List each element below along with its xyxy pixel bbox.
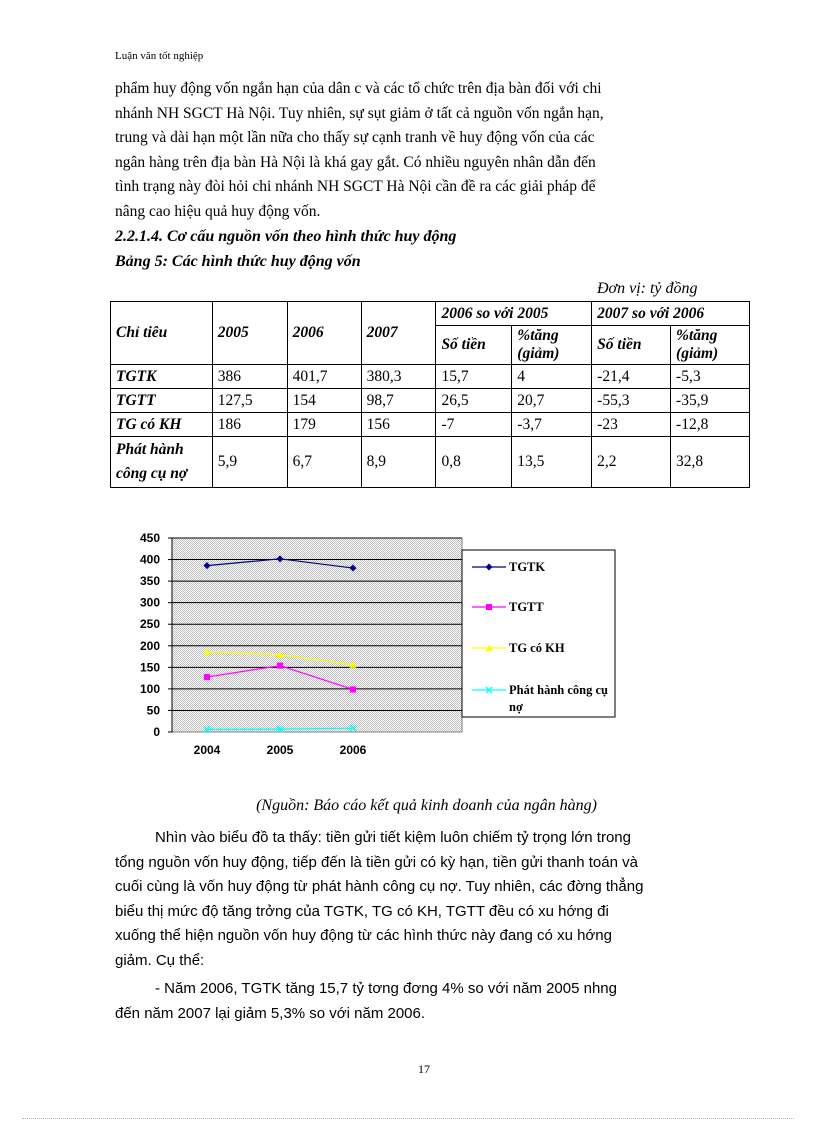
legend-label: TG có KH bbox=[509, 641, 565, 655]
table-cell: -55,3 bbox=[592, 389, 671, 413]
table-cell: 156 bbox=[361, 413, 436, 437]
table-cell: 6,7 bbox=[287, 437, 361, 488]
text-line: nâng cao hiệu quả huy động vốn. bbox=[115, 202, 321, 220]
running-header: Luận văn tốt nghiệp bbox=[115, 50, 204, 62]
y-tick-label: 200 bbox=[139, 638, 160, 653]
table-cell: -3,7 bbox=[512, 413, 592, 437]
text-line: tình trạng này đòi hỏi chi nhánh NH SGCT Hà Nội cần đề ra các giải pháp để bbox=[115, 178, 596, 195]
y-tick-label: 300 bbox=[139, 595, 160, 610]
page-border bbox=[22, 1118, 794, 1119]
data-point bbox=[486, 604, 492, 610]
x-tick-label: 2006 bbox=[339, 743, 367, 757]
legend-label: TGTK bbox=[509, 560, 546, 574]
table-cell: 179 bbox=[287, 413, 361, 437]
text-line: Nhìn vào biểu đồ ta thấy: tiền gửi tiết kiệm luôn chiếm tỷ trọng lớn trong bbox=[155, 829, 631, 846]
text-line: ngân hàng trên địa bàn Hà Nội là khá gay gắt. Có nhiều nguyên nhân dẫn đến bbox=[115, 153, 596, 171]
table-row bbox=[111, 365, 750, 389]
table-cell: 13,5 bbox=[512, 437, 592, 488]
text-line: giảm. Cụ thể: bbox=[115, 951, 205, 969]
y-tick-label: 100 bbox=[139, 681, 160, 696]
header-chitieu: Chỉ tiêu bbox=[111, 302, 213, 365]
page-number: 17 bbox=[418, 1062, 430, 1076]
table-cell: 2,2 bbox=[592, 437, 671, 488]
table-cell: -7 bbox=[436, 413, 512, 437]
table-cell: 26,5 bbox=[436, 389, 512, 413]
data-point bbox=[277, 663, 283, 669]
legend-label: Phát hành công cụ nợ bbox=[509, 683, 608, 714]
y-tick-label: 150 bbox=[139, 660, 160, 675]
table-row bbox=[111, 389, 750, 413]
table-cell: 4 bbox=[512, 365, 592, 389]
section-heading: 2.2.1.4. Cơ cấu nguồn vốn theo hình thức huy động bbox=[115, 228, 457, 245]
header-2007: 2007 bbox=[361, 302, 436, 365]
y-tick-label: 450 bbox=[139, 531, 160, 545]
capital-table bbox=[110, 301, 750, 488]
text-line: biểu thị mức độ tăng trởng của TGTK, TG có KH, TGTT đều có xu hớng đi bbox=[115, 902, 609, 920]
paragraph-analysis bbox=[115, 826, 738, 1026]
y-tick-label: 0 bbox=[153, 725, 160, 739]
table-cell: 20,7 bbox=[512, 389, 592, 413]
text-line: cuối cùng là vốn huy động từ phát hành công cụ nợ. Tuy nhiên, các đờng thẳng bbox=[115, 878, 644, 895]
table-cell: 380,3 bbox=[361, 365, 436, 389]
table-cell: 98,7 bbox=[361, 389, 436, 413]
table-cell: 15,7 bbox=[436, 365, 512, 389]
row-label: TGTT bbox=[111, 389, 213, 413]
table-cell: 154 bbox=[287, 389, 361, 413]
y-tick-label: 250 bbox=[139, 617, 160, 632]
table-cell: -21,4 bbox=[592, 365, 671, 389]
table-cell: 8,9 bbox=[361, 437, 436, 488]
unit-note: Đơn vị: tỷ đồng bbox=[597, 280, 698, 297]
header-2006: 2006 bbox=[287, 302, 361, 365]
table-cell: -23 bbox=[592, 413, 671, 437]
y-tick-label: 400 bbox=[139, 552, 160, 567]
header-so-tien: Số tiền bbox=[436, 326, 512, 365]
table-cell: 0,8 bbox=[436, 437, 512, 488]
text-line: - Năm 2006, TGTK tăng 15,7 tỷ tơng đơng 4% so với năm 2005 nhng bbox=[155, 980, 617, 997]
chart-caption: (Nguồn: Báo cáo kết quả kinh doanh của ngân hàng) bbox=[256, 797, 597, 814]
y-tick-label: 350 bbox=[139, 574, 160, 589]
table-cell: 5,9 bbox=[212, 437, 287, 488]
header-compare-2006-2005: 2006 so với 2005 bbox=[436, 302, 592, 326]
line-chart bbox=[100, 530, 620, 770]
table-cell: -5,3 bbox=[671, 365, 750, 389]
table-title: Bảng 5: Các hình thức huy động vốn bbox=[115, 253, 361, 270]
table-cell: 186 bbox=[212, 413, 287, 437]
table-cell: 401,7 bbox=[287, 365, 361, 389]
header-2005: 2005 bbox=[212, 302, 287, 365]
row-label: Phát hành công cụ nợ bbox=[111, 437, 213, 488]
plot-area bbox=[172, 538, 462, 732]
row-label: TG có KH bbox=[111, 413, 213, 437]
text-line: tổng nguồn vốn huy động, tiếp đến là tiền gửi có kỳ hạn, tiền gửi thanh toán và bbox=[115, 853, 638, 871]
table-cell: 32,8 bbox=[671, 437, 750, 488]
paragraph-intro bbox=[115, 77, 738, 224]
table-row bbox=[111, 413, 750, 437]
y-tick-label: 50 bbox=[146, 703, 160, 718]
row-label: TGTK bbox=[111, 365, 213, 389]
header-pct: %tăng (giảm) bbox=[671, 326, 750, 365]
text-line: nhánh NH SGCT Hà Nội. Tuy nhiên, sự sụt giảm ở tất cả nguồn vốn ngắn hạn, bbox=[115, 104, 604, 122]
x-tick-label: 2005 bbox=[266, 743, 294, 757]
header-compare-2007-2006: 2007 so với 2006 bbox=[592, 302, 750, 326]
data-point bbox=[350, 686, 356, 692]
table-cell: 386 bbox=[212, 365, 287, 389]
legend-label: TGTT bbox=[509, 600, 544, 614]
table-cell: -12,8 bbox=[671, 413, 750, 437]
text-line: trung và dài hạn một lần nữa cho thấy sự cạnh tranh về huy động vốn của các bbox=[115, 129, 595, 146]
header-pct: %tăng (giảm) bbox=[512, 326, 592, 365]
text-line: đến năm 2007 lại giảm 5,3% so với năm 2006. bbox=[115, 1004, 426, 1022]
data-point bbox=[204, 674, 210, 680]
text-line: xuống thể hiện nguồn vốn huy động từ các hình thức này đang có xu hớng bbox=[115, 927, 612, 944]
header-so-tien: Số tiền bbox=[592, 326, 671, 365]
table-cell: -35,9 bbox=[671, 389, 750, 413]
text-line: phẩm huy động vốn ngắn hạn của dân c và các tổ chức trên địa bàn đối với chi bbox=[115, 80, 602, 97]
table-row bbox=[111, 437, 750, 488]
x-tick-label: 2004 bbox=[193, 743, 221, 757]
table-cell: 127,5 bbox=[212, 389, 287, 413]
